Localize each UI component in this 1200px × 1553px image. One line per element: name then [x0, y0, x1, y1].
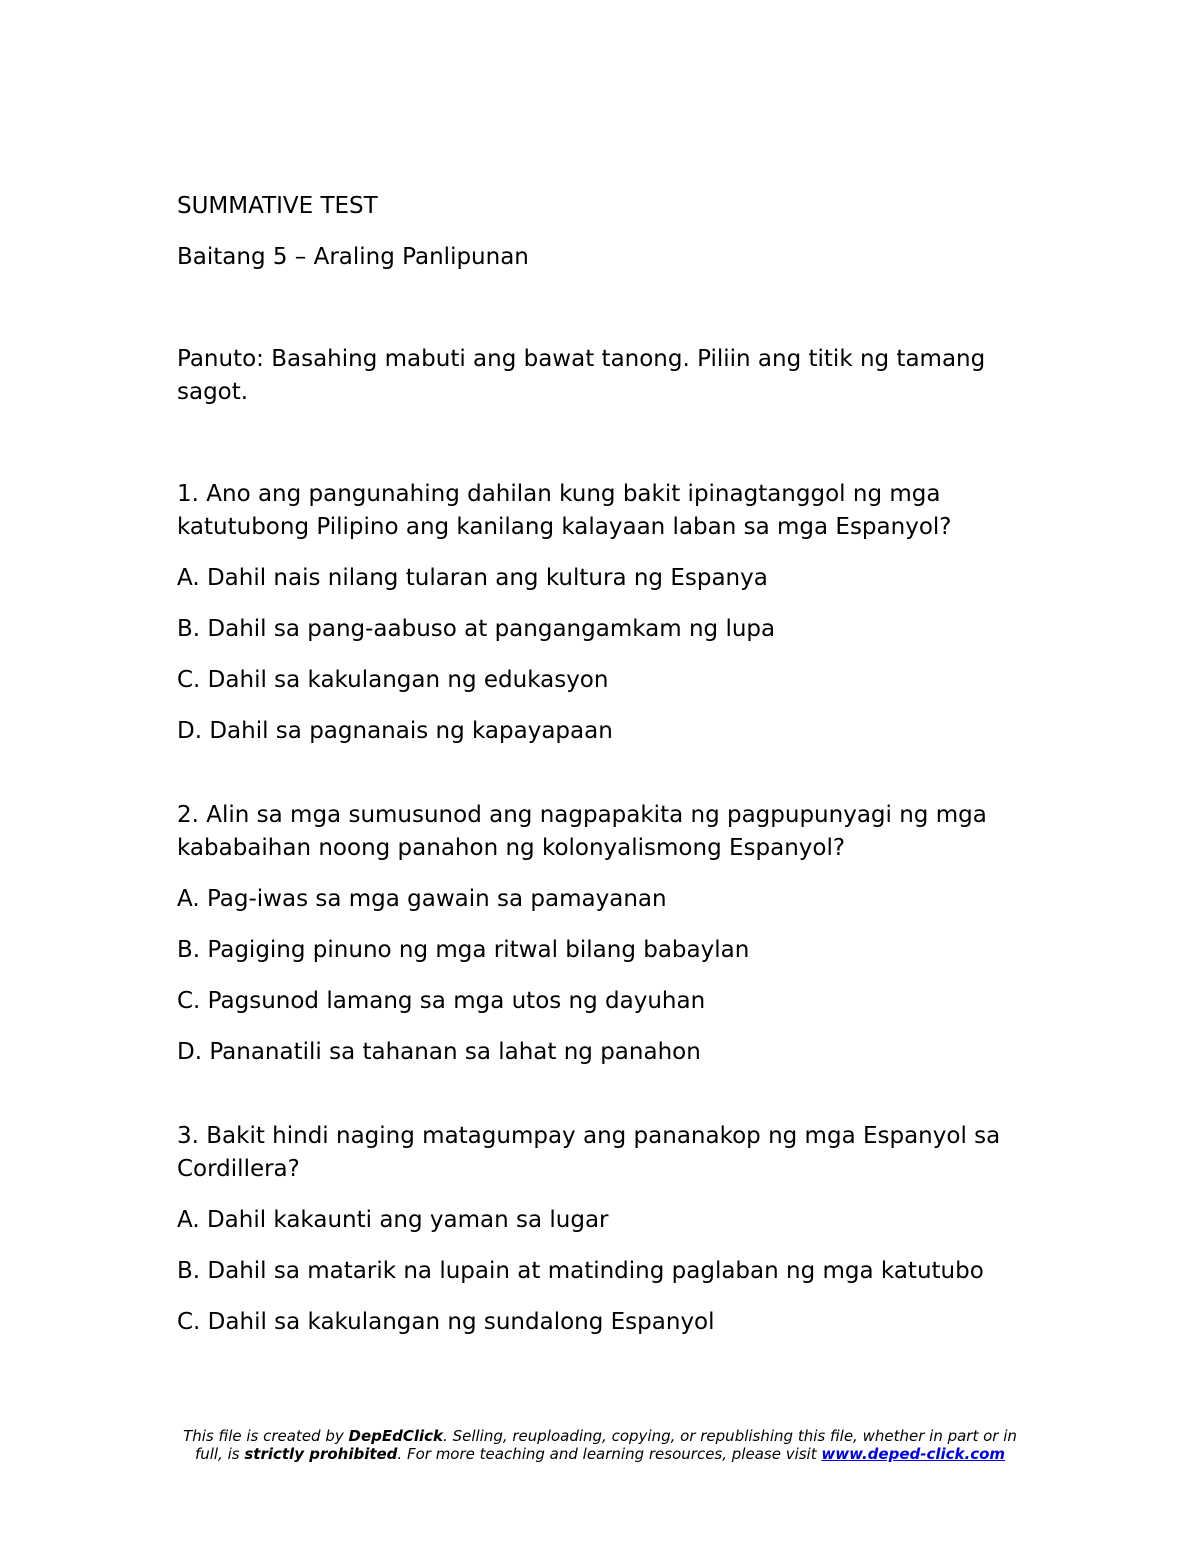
choice-a: A. Pag-iwas sa mga gawain sa pamayanan: [177, 886, 667, 912]
choice-b: B. Dahil sa matarik na lupain at matinding paglaban ng mga katutubo: [177, 1258, 984, 1284]
copyright-footer: [170, 1427, 1030, 1463]
choice-a: A. Dahil nais nilang tularan ang kultura ng Espanya: [177, 565, 768, 591]
question-text: 3. Bakit hindi naging matagumpay ang pananakop ng mga Espanyol sa Cordillera?: [177, 1123, 1001, 1182]
footer-brand: DepEdClick: [348, 1427, 444, 1445]
footer-emphasis: strictly prohibited: [244, 1445, 398, 1463]
choice-c: C. Dahil sa kakulangan ng sundalong Espanyol: [177, 1309, 715, 1335]
footer-text: . For more teaching and learning resources, please visit: [397, 1445, 822, 1463]
footer-text: . Selling, reuploading, copying, or republishing this file, whether in part or in full, is: [194, 1427, 1017, 1463]
footer-text: This file is created by: [183, 1427, 349, 1445]
question-1: [177, 478, 1037, 748]
footer-website-link[interactable]: www.deped-click.com: [821, 1445, 1006, 1463]
question-3: [177, 1120, 1037, 1339]
question-text: 1. Ano ang pangunahing dahilan kung bakit ipinagtanggol ng mga katutubong Pilipino ang kanilang kalayaan laban sa mga Espanyol?: [177, 481, 952, 540]
choice-c: C. Dahil sa kakulangan ng edukasyon: [177, 667, 609, 693]
choice-a: A. Dahil kakaunti ang yaman sa lugar: [177, 1207, 609, 1233]
choice-d: D. Dahil sa pagnanais ng kapayapaan: [177, 718, 613, 744]
choice-b: B. Pagiging pinuno ng mga ritwal bilang babaylan: [177, 937, 750, 963]
test-title: SUMMATIVE TEST: [177, 193, 378, 219]
choice-b: B. Dahil sa pang-aabuso at pangangamkam ng lupa: [177, 616, 776, 642]
document-body: [177, 190, 1037, 1357]
choice-c: C. Pagsunod lamang sa mga utos ng dayuhan: [177, 988, 706, 1014]
question-text: 2. Alin sa mga sumusunod ang nagpapakita ng pagpupunyagi ng mga kababaihan noong panahon ng kolonyalismong Espanyol?: [177, 802, 987, 861]
question-2: [177, 799, 1037, 1069]
choice-d: D. Pananatili sa tahanan sa lahat ng panahon: [177, 1039, 701, 1065]
test-subtitle: Baitang 5 – Araling Panlipunan: [177, 244, 529, 270]
instructions: Panuto: Basahing mabuti ang bawat tanong. Piliin ang titik ng tamang sagot.: [177, 346, 986, 405]
